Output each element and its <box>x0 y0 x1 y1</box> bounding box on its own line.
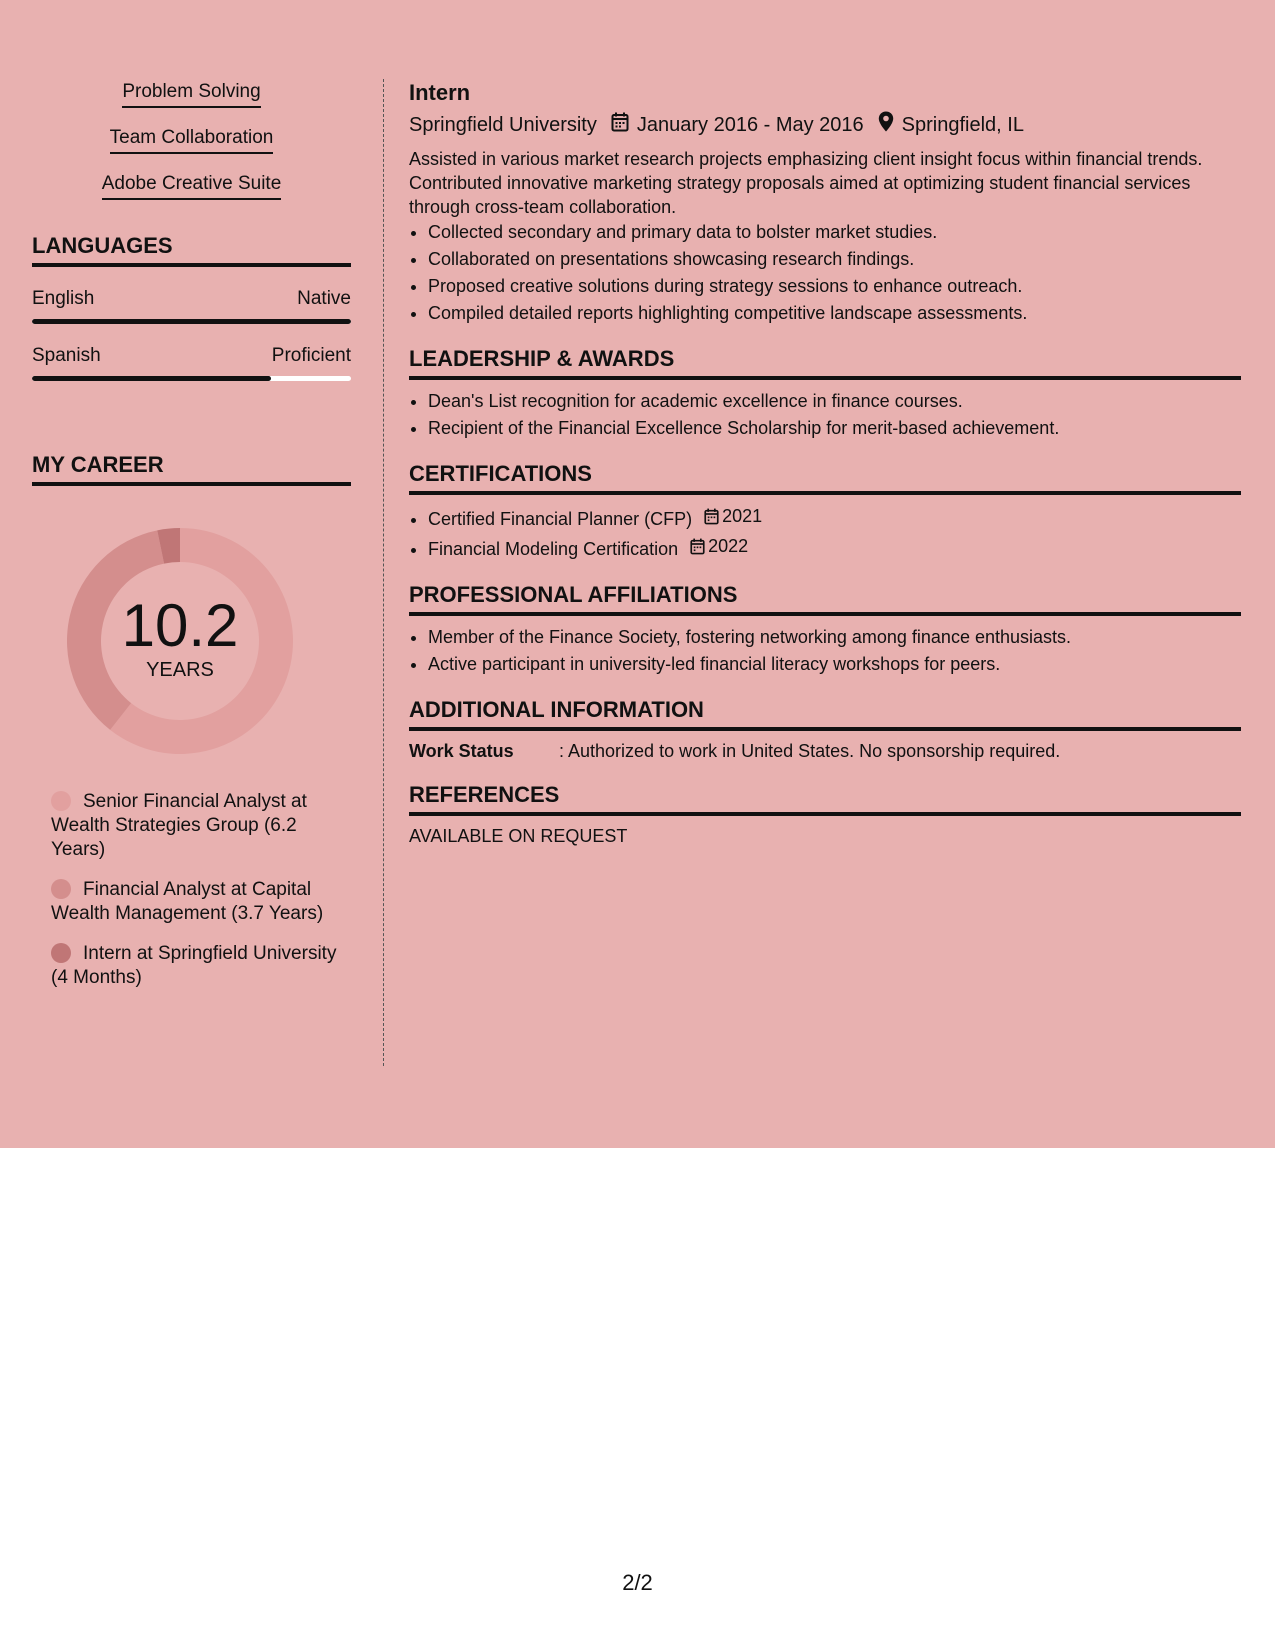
donut-center <box>65 592 295 682</box>
language-item <box>32 344 351 381</box>
page-number: 2/2 <box>622 1570 653 1595</box>
legend-item <box>51 790 341 862</box>
cert-year: 2022 <box>708 536 749 556</box>
list-item: • Active participant in university-led financial literacy workshops for peers. <box>428 651 1241 678</box>
column-divider <box>383 79 384 1066</box>
skill-label: Team Collaboration <box>110 126 274 154</box>
list-item: • Collaborated on presentations showcasing research findings. <box>428 246 1241 273</box>
language-item <box>32 287 351 324</box>
additional-section <box>409 696 1241 763</box>
cert-name: Financial Modeling Certification <box>428 539 679 559</box>
leadership-title: LEADERSHIP & AWARDS <box>409 345 1241 380</box>
list-item: • Member of the Finance Society, fostering networking among finance enthusiasts. <box>428 624 1241 651</box>
certifications-section <box>409 460 1241 563</box>
legend-item <box>51 942 341 990</box>
references-title: REFERENCES <box>409 781 1241 816</box>
skill-item <box>32 126 351 154</box>
language-bar <box>32 376 351 381</box>
references-text: AVAILABLE ON REQUEST <box>409 826 628 846</box>
calendar-icon <box>611 112 629 139</box>
additional-title: ADDITIONAL INFORMATION <box>409 696 1241 731</box>
language-bar-fill <box>32 319 351 324</box>
main-content <box>409 79 1241 848</box>
location-pin-icon <box>878 111 894 139</box>
cert-name: Certified Financial Planner (CFP) <box>428 509 693 529</box>
job-bullets <box>409 219 1241 327</box>
legend-text: Financial Analyst at Capital Wealth Management (3.7 Years) <box>51 879 324 924</box>
affiliations-title: PROFESSIONAL AFFILIATIONS <box>409 581 1241 616</box>
job-location: Springfield, IL <box>901 114 1024 136</box>
legend-dot <box>51 943 71 963</box>
skill-label: Problem Solving <box>122 80 260 108</box>
career-donut-chart <box>65 526 295 756</box>
job-dates: January 2016 - May 2016 <box>636 114 864 136</box>
list-item: • Dean's List recognition for academic excellence in finance courses. <box>428 388 1241 415</box>
list-item: • Recipient of the Financial Excellence Scholarship for merit-based achievement. <box>428 415 1241 442</box>
info-row <box>409 739 1241 763</box>
legend-dot <box>51 879 71 899</box>
calendar-icon <box>690 538 705 555</box>
job-company: Springfield University <box>409 114 597 136</box>
legend-text: Senior Financial Analyst at Wealth Strategies Group (6.2 Years) <box>51 791 307 860</box>
skill-label: Adobe Creative Suite <box>102 172 282 200</box>
legend-item <box>51 878 341 926</box>
legend-text: Intern at Springfield University (4 Months) <box>51 943 337 988</box>
skill-item <box>32 172 351 200</box>
language-name: English <box>32 288 95 309</box>
language-level: Proficient <box>271 345 351 366</box>
language-bar <box>32 319 351 324</box>
calendar-icon <box>704 508 719 525</box>
language-name: Spanish <box>32 345 101 366</box>
career-title: MY CAREER <box>32 451 351 486</box>
job-title: Intern <box>409 80 471 105</box>
list-item: • Collected secondary and primary data to bolster market studies. <box>428 219 1241 246</box>
list-item: • Proposed creative solutions during strategy sessions to enhance outreach. <box>428 273 1241 300</box>
cert-year: 2021 <box>722 506 763 526</box>
work-status-label: Work Status <box>409 741 514 761</box>
job-meta <box>409 111 1241 139</box>
work-status-value: : Authorized to work in United States. No sponsorship required. <box>559 741 1061 761</box>
list-item: • Compiled detailed reports highlighting competitive landscape assessments. <box>428 300 1241 327</box>
sidebar <box>32 80 351 1006</box>
legend-dot <box>51 791 71 811</box>
list-item <box>428 533 1241 563</box>
job-description: Assisted in various market research projects emphasizing client insight focus within financial trends. Contributed innovative marketing strategy proposals aimed at optimizing student financial services through cross-team collaboration. <box>409 149 1203 217</box>
language-bar-fill <box>32 376 271 381</box>
languages-title: LANGUAGES <box>32 232 351 267</box>
references-section <box>409 781 1241 848</box>
career-legend <box>51 790 341 990</box>
skill-item <box>32 80 351 108</box>
language-level: Native <box>297 288 351 309</box>
career-total-unit: YEARS <box>146 659 214 681</box>
affiliations-section <box>409 581 1241 678</box>
list-item <box>428 503 1241 533</box>
leadership-section <box>409 345 1241 442</box>
career-total-value: 10.2 <box>121 592 239 659</box>
certifications-title: CERTIFICATIONS <box>409 460 1241 495</box>
